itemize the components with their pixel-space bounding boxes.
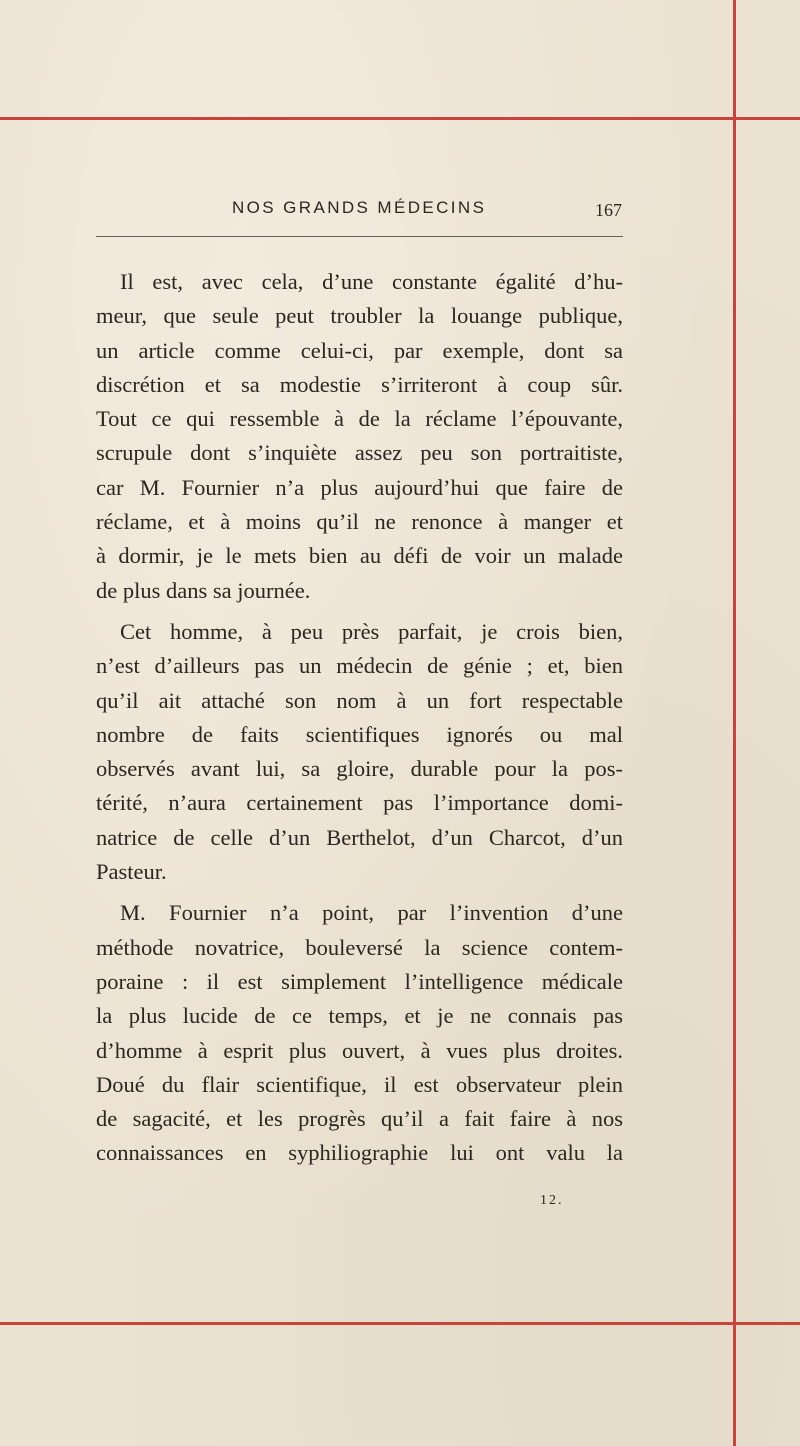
paragraph-gap [96,889,623,896]
paragraph-1-line-9: à dormir, je le mets bien au défi de voir un malade [96,543,623,569]
paragraph-2-line-4: nombre de faits scientifiques ignorés ou mal [96,721,623,747]
paragraph-1-line-8: réclame, et à moins qu’il ne renonce à manger et [96,509,623,535]
top-red-rule [0,117,800,120]
paragraph-1-line-1: Il est, avec cela, d’une constante égalité d’hu- [120,269,623,294]
paragraph-1-line-2: meur, que seule peut troubler la louange publique, [96,303,623,329]
paragraph-3-line-1: M. Fournier n’a point, par l’invention d’une [120,900,623,926]
page-header [232,196,622,226]
right-red-rule [733,0,736,1446]
paragraph-2-line-2: n’est d’ailleurs pas un médecin de génie ; et, bien [96,653,623,679]
body-text [96,265,623,1171]
running-title: NOS GRANDS MÉDECINS [232,198,487,217]
paragraph-3-line-7: de sagacité, et les progrès qu’il a fait faire à nos [96,1106,623,1132]
header-divider [96,236,623,237]
paragraph-1-line-4: discrétion et sa modestie s’irriteront à coup sûr. [96,371,623,397]
paragraph-2-line-5: observés avant lui, sa gloire, durable pour la pos- [96,756,623,782]
paragraph-3-line-5: d’homme à esprit plus ouvert, à vues plus droites. [96,1037,623,1063]
paragraph-gap [96,608,623,615]
paragraph-1-line-10: de plus dans sa journée. [96,577,311,603]
paragraph-3-line-3: poraine : il est simplement l’intelligence médicale [96,968,623,994]
paragraph-2-line-8: Pasteur. [96,859,167,885]
paragraph-1-line-6: scrupule dont s’inquiète assez peu son portraitiste, [96,440,623,466]
page-number: 167 [595,200,622,220]
paragraph-3-line-8: connaissances en syphiliographie lui ont valu la [96,1140,623,1166]
paragraph-2-line-6: térité, n’aura certainement pas l’importance domi- [96,790,623,816]
paragraph-3-line-4: la plus lucide de ce temps, et je ne connais pas [96,1003,623,1029]
paragraph-2-line-1: Cet homme, à peu près parfait, je crois bien, [120,618,623,644]
bottom-red-rule [0,1322,800,1325]
paragraph-3-line-6: Doué du flair scientifique, il est observateur plein [96,1071,623,1097]
paragraph-2-line-3: qu’il ait attaché son nom à un fort respectable [96,687,623,713]
signature-mark: 12. [540,1193,564,1208]
paragraph-3-line-2: méthode novatrice, bouleversé la science contem- [96,934,623,960]
paragraph-1-line-7: car M. Fournier n’a plus aujourd’hui que faire de [96,474,623,500]
paragraph-1-line-3: un article comme celui-ci, par exemple, dont sa [96,337,623,363]
paragraph-1-line-5: Tout ce qui ressemble à de la réclame l’épouvante, [96,406,623,432]
paragraph-2-line-7: natrice de celle d’un Berthelot, d’un Charcot, d’un [96,824,623,850]
